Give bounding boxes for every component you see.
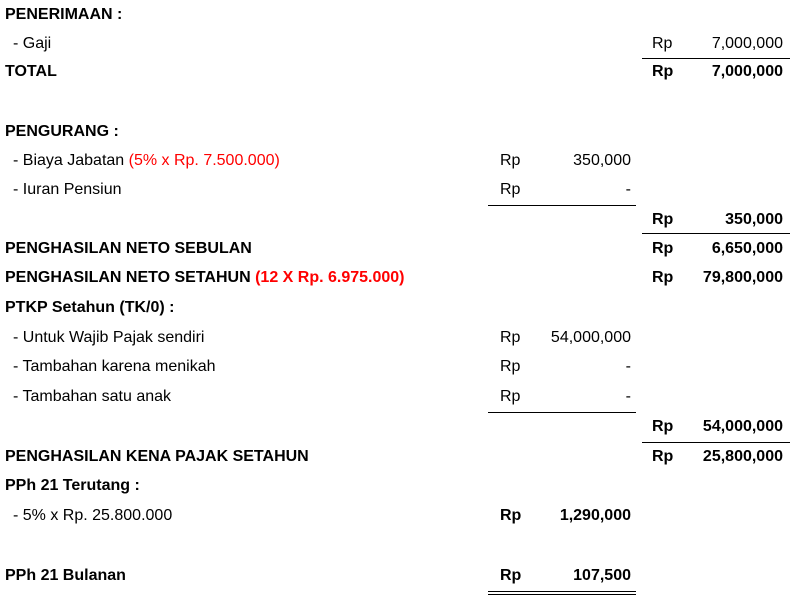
pph-terutang-heading-row <box>0 473 800 501</box>
penerimaan-heading-row <box>0 2 800 30</box>
ptkp-subtotal-amount: 54,000,000 <box>702 418 783 435</box>
total-label: TOTAL <box>5 63 57 80</box>
pkp-currency: Rp <box>652 448 674 465</box>
pkp-label: PENGHASILAN KENA PAJAK SETAHUN <box>5 448 309 465</box>
neto-setahun-text: PENGHASILAN NETO SETAHUN <box>5 269 256 286</box>
neto-setahun-label <box>5 269 405 287</box>
pph-terutang-calc-row <box>0 503 800 531</box>
ptkp-heading: PTKP Setahun (TK/0) : <box>5 299 175 316</box>
ptkp-anak-currency: Rp <box>500 388 521 405</box>
pengurang-subtotal-amount: 350,000 <box>725 211 783 228</box>
ptkp-subtotal-underline <box>642 442 790 443</box>
pengurang-heading: PENGURANG : <box>5 123 119 140</box>
pph-bulanan-row <box>0 563 800 591</box>
neto-setahun-row <box>0 265 800 293</box>
ptkp-menikah-label: - Tambahan karena menikah <box>13 358 216 375</box>
pph-bulanan-double-underline-top <box>488 591 636 592</box>
ptkp-wp-label: - Untuk Wajib Pajak sendiri <box>13 329 205 346</box>
pph-bulanan-double-underline-bottom <box>488 594 636 595</box>
pph-terutang-calc-currency: Rp <box>500 507 522 524</box>
biaya-jabatan-text: - Biaya Jabatan <box>13 152 129 169</box>
ptkp-wp-currency: Rp <box>500 329 521 346</box>
neto-setahun-currency: Rp <box>652 269 674 286</box>
pkp-row <box>0 444 800 472</box>
iuran-pensiun-currency: Rp <box>500 181 521 198</box>
neto-sebulan-row <box>0 236 800 264</box>
gaji-amount: 7,000,000 <box>711 35 783 52</box>
neto-sebulan-currency: Rp <box>652 240 674 257</box>
biaya-jabatan-row <box>0 148 800 176</box>
total-row <box>0 59 800 87</box>
total-amount: 7,000,000 <box>711 63 783 80</box>
penerimaan-heading: PENERIMAAN : <box>5 6 123 23</box>
ptkp-menikah-currency: Rp <box>500 358 521 375</box>
ptkp-anak-label: - Tambahan satu anak <box>13 388 172 405</box>
pengurang-subtotal-underline <box>642 233 790 234</box>
ptkp-heading-row <box>0 295 800 323</box>
gaji-row <box>0 31 800 59</box>
pph-terutang-calc-label: - 5% x Rp. 25.800.000 <box>13 507 173 524</box>
ptkp-subtotal-currency: Rp <box>652 418 674 435</box>
pph-bulanan-label: PPh 21 Bulanan <box>5 567 126 584</box>
pengurang-subtotal-currency: Rp <box>652 211 674 228</box>
ptkp-wp-amount: 54,000,000 <box>550 329 631 346</box>
pengurang-subtotal-row <box>0 207 800 235</box>
ptkp-wp-row <box>0 325 800 353</box>
ptkp-anak-amount: - <box>625 388 631 405</box>
pph-terutang-calc-amount: 1,290,000 <box>559 507 631 524</box>
total-currency: Rp <box>652 63 674 80</box>
pph-terutang-heading: PPh 21 Terutang : <box>5 477 140 494</box>
ptkp-menikah-row <box>0 354 800 382</box>
iuran-pensiun-row <box>0 177 800 205</box>
pph-bulanan-amount: 107,500 <box>573 567 631 584</box>
biaya-jabatan-label <box>13 152 280 170</box>
neto-sebulan-amount: 6,650,000 <box>711 240 783 257</box>
neto-setahun-note: (12 X Rp. 6.975.000) <box>255 269 405 286</box>
neto-sebulan-label: PENGHASILAN NETO SEBULAN <box>5 240 252 257</box>
iuran-pensiun-amount: - <box>625 181 631 198</box>
gaji-label: - Gaji <box>13 35 52 52</box>
gaji-currency: Rp <box>652 35 673 52</box>
pengurang-underline <box>488 205 636 206</box>
pkp-amount: 25,800,000 <box>702 448 783 465</box>
ptkp-menikah-amount: - <box>625 358 631 375</box>
ptkp-subtotal-row <box>0 414 800 442</box>
iuran-pensiun-label: - Iuran Pensiun <box>13 181 122 198</box>
pengurang-heading-row <box>0 119 800 147</box>
neto-setahun-amount: 79,800,000 <box>702 269 783 286</box>
biaya-jabatan-note: (5% x Rp. 7.500.000) <box>128 152 280 169</box>
ptkp-anak-row <box>0 384 800 412</box>
pph-bulanan-currency: Rp <box>500 567 522 584</box>
biaya-jabatan-currency: Rp <box>500 152 521 169</box>
biaya-jabatan-amount: 350,000 <box>573 152 631 169</box>
ptkp-underline <box>488 412 636 413</box>
